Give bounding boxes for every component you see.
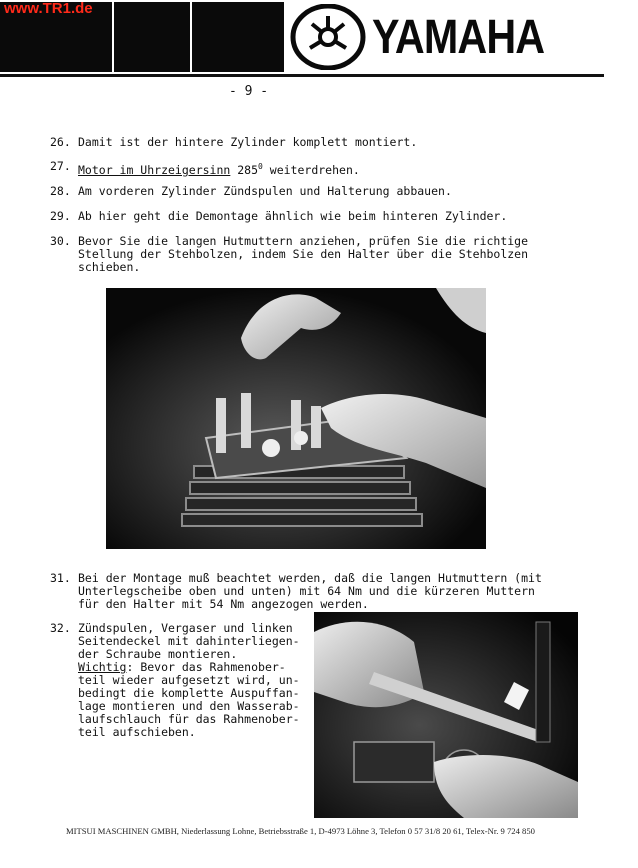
step-number: 30. bbox=[50, 234, 71, 248]
step-number: 32. bbox=[50, 621, 71, 635]
tuning-fork-emblem-icon bbox=[290, 4, 366, 70]
step-text-line: Unterlegscheibe oben und unten) mit 64 Nm und die kürzeren Muttern bbox=[78, 584, 535, 598]
engine-cylinder-photo bbox=[106, 288, 486, 549]
site-label-link[interactable]: www.TR1.de bbox=[4, 0, 93, 17]
step-number: 29. bbox=[50, 209, 71, 223]
step-number: 31. bbox=[50, 571, 71, 585]
brand-logo-text: YAMAHA bbox=[372, 11, 545, 64]
header-divider bbox=[112, 2, 114, 72]
step-text-line: teil wieder aufgesetzt wird, un- bbox=[78, 673, 300, 687]
underlined-phrase: Motor im Uhrzeigersinn bbox=[78, 162, 231, 177]
step-text-line: für den Halter mit 54 Nm angezogen werden. bbox=[78, 597, 369, 611]
step-text: Am vorderen Zylinder Zündspulen und Halterung abbauen. bbox=[78, 184, 452, 198]
step-text-line: bedingt die komplette Auspuffan- bbox=[78, 686, 300, 700]
step-text: Motor im Uhrzeigersinn $285^0$ weiterdrehen. bbox=[78, 162, 360, 177]
step-number: 28. bbox=[50, 184, 71, 198]
step-text-line: teil aufschieben. bbox=[78, 725, 196, 739]
step-number: 27. bbox=[50, 159, 71, 173]
step-text-line: laufschlauch für das Rahmenober- bbox=[78, 712, 300, 726]
degree-superscript: 0 bbox=[258, 162, 263, 171]
step-text-line: Stellung der Stehbolzen, indem Sie den Halter über die Stehbolzen bbox=[78, 247, 529, 261]
step-number: 26. bbox=[50, 135, 71, 149]
warning-label: Wichtig bbox=[78, 660, 127, 674]
warning-line: Wichtig: Bevor das Rahmenober- bbox=[78, 660, 286, 674]
step-text-line: lage montieren und den Wasserab- bbox=[78, 699, 300, 713]
step-text: Bei der Montage muß beachtet werden, daß die langen Hutmuttern (mit bbox=[78, 571, 542, 585]
step-text: Ab hier geht die Demontage ähnlich wie beim hinteren Zylinder. bbox=[78, 209, 508, 223]
page-number: - 9 - bbox=[229, 84, 269, 99]
step-text-line: der Schraube montieren. bbox=[78, 647, 238, 661]
step-text: Bevor Sie die langen Hutmuttern anziehen, prüfen Sie die richtige bbox=[78, 234, 529, 248]
carburetor-assembly-photo bbox=[314, 612, 578, 818]
step-text: Zündspulen, Vergaser und linken bbox=[78, 621, 293, 635]
footer-address: MITSUI MASCHINEN GMBH, Niederlassung Lohne, Betriebsstraße 1, D-4973 Löhne 3, Telefon 0 57 31/8 20 61, Telex-Nr. 9 724 850 bbox=[66, 826, 535, 836]
step-text-line: Seitendeckel mit dahinterliegen- bbox=[78, 634, 300, 648]
step-text: Damit ist der hintere Zylinder komplett montiert. bbox=[78, 135, 418, 149]
header-divider bbox=[190, 2, 192, 72]
step-text-line: schieben. bbox=[78, 260, 141, 274]
header-rule bbox=[0, 74, 604, 77]
